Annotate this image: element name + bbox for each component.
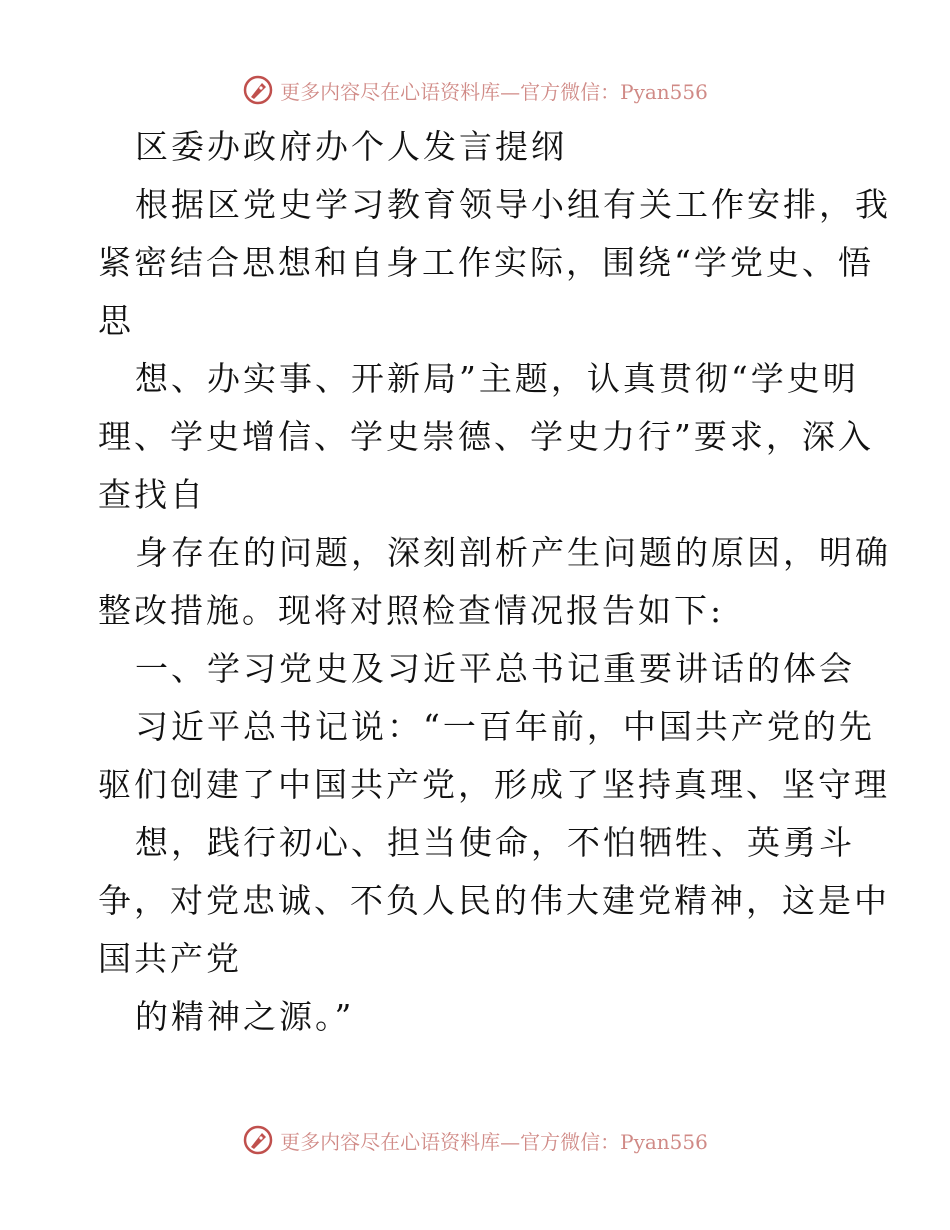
pen-nib-logo-icon [242,74,274,106]
paragraph-line: 习近平总书记说：“一百年前，中国共产党的先 [135,707,875,746]
header-watermark-text: 更多内容尽在心语资料库—官方微信：Pyan556 [280,79,708,104]
document-body [98,118,891,1046]
footer-watermark-text: 更多内容尽在心语资料库—官方微信：Pyan556 [280,1129,708,1154]
paragraph-line: 整改措施。现将对照检查情况报告如下: [98,591,725,630]
paragraph-line: 想、办实事、开新局”主题，认真贯彻“学史明 [135,359,859,398]
paragraph-line: 根据区党史学习教育领导小组有关工作安排，我 [135,185,891,224]
paragraph-line: 理、学史增信、学史崇德、学史力行”要求，深入 [98,417,874,456]
section-heading: 一、学习党史及习近平总书记重要讲话的体会 [135,649,855,688]
paragraph-line: 身存在的问题，深刻剖析产生问题的原因，明确 [135,533,891,572]
paragraph-line: 紧密结合思想和自身工作实际，围绕“学党史、悟 [98,243,874,282]
paragraph-line: 驱们创建了中国共产党，形成了坚持真理、坚守理 [98,765,890,804]
paragraph-line: 查找自 [98,475,206,514]
paragraph-line: 想，践行初心、担当使命，不怕牺牲、英勇斗 [135,823,855,862]
paragraph-line: 思 [98,301,134,340]
paragraph-line: 争，对党忠诚、不负人民的伟大建党精神，这是中 [98,881,890,920]
document-title: 区委办政府办个人发言提纲 [135,127,567,166]
header-watermark-banner [0,70,950,110]
footer-watermark-banner [0,1120,950,1160]
paragraph-line: 国共产党 [98,939,242,978]
pen-nib-logo-icon [242,1124,274,1156]
paragraph-line: 的精神之源。” [135,997,355,1036]
